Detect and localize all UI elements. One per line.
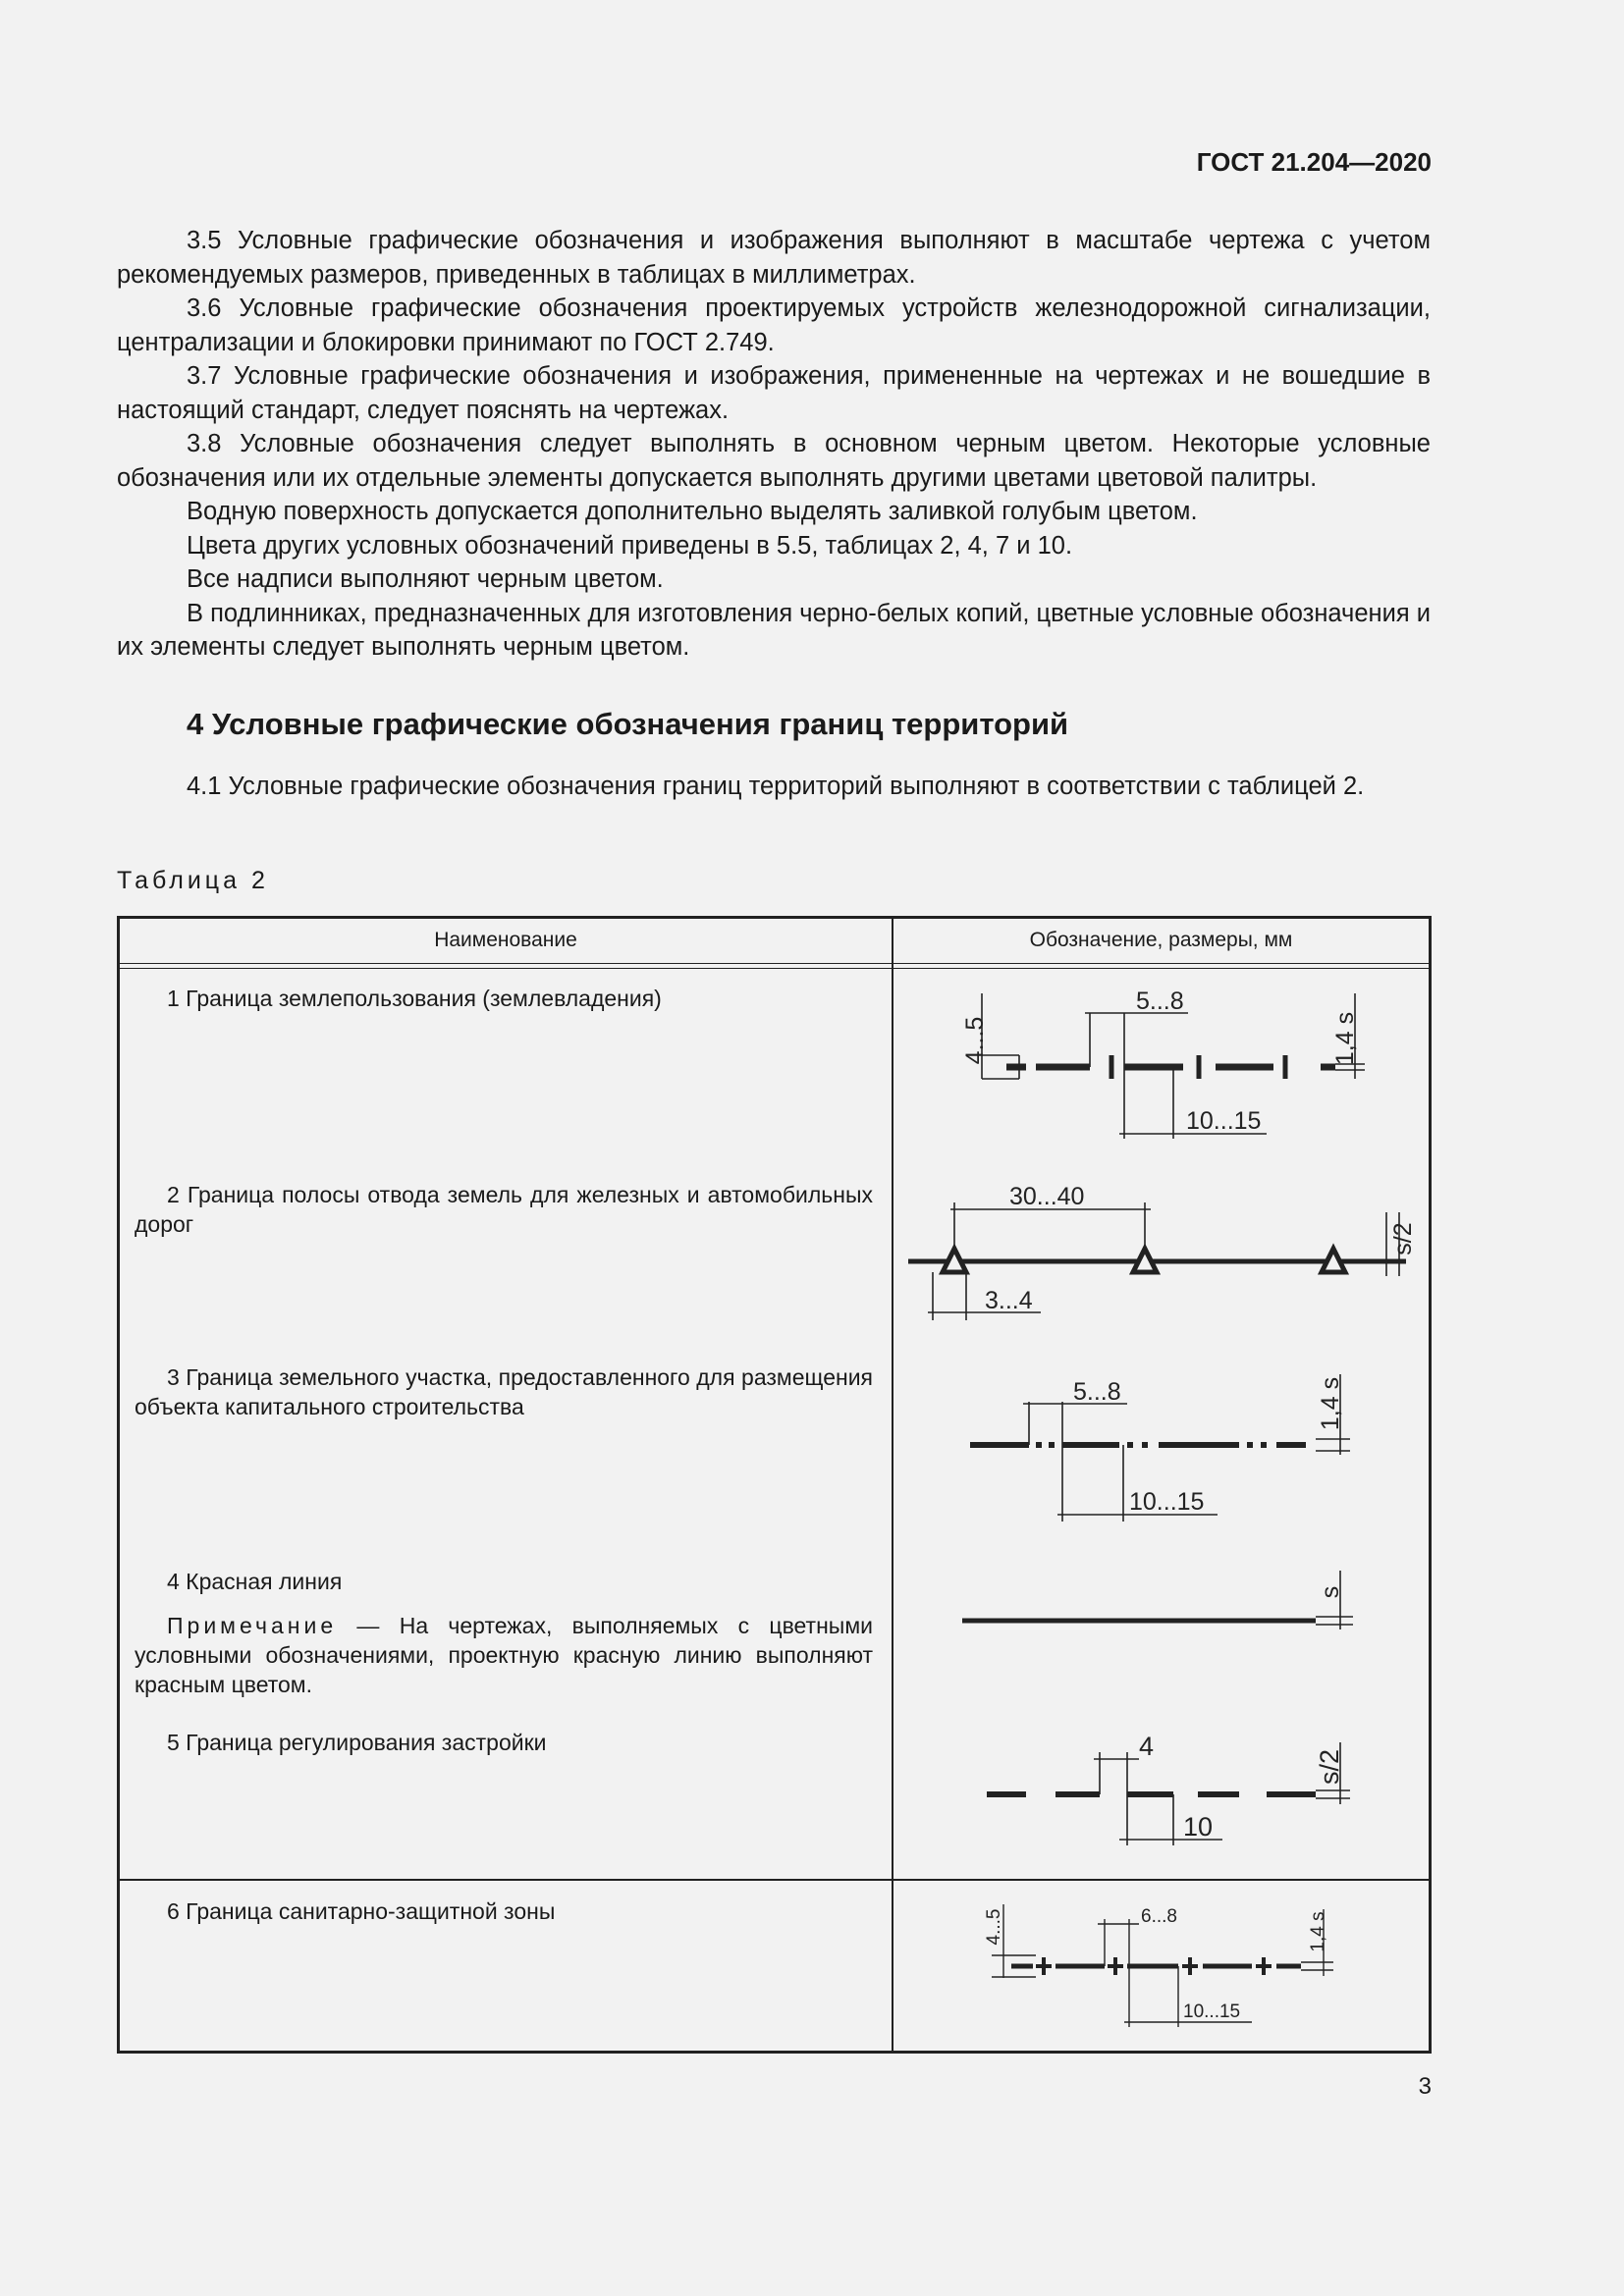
table-row-4-note: Примечание — На чертежах, выполняемых с цветными условными обозначениями, проектную красную линию выполняют красным цветом. <box>135 1613 873 1697</box>
table-caption: Таблица 2 <box>117 867 269 894</box>
table-row-4-name: 4 Красная линия Примечание — На чертежах, выполняемых с цветными условными обозначениями, проектную красную линию выполняют красным цветом. <box>135 1569 873 1697</box>
table-row-1-name: 1 Граница землепользования (землевладения) <box>167 986 662 1011</box>
dim-r1-dash: 10...15 <box>1186 1107 1262 1135</box>
paragraph-water: Водную поверхность допускается дополнительно выделять заливкой голубым цветом. <box>187 498 1198 525</box>
dim-r5-gap: 4 <box>1139 1732 1155 1761</box>
dim-r4-thick: s <box>1317 1585 1344 1599</box>
dim-r6-thick: 1,4 s <box>1308 1911 1328 1952</box>
dim-r1-height: 4...5 <box>961 1016 989 1065</box>
page-number: 3 <box>1418 2073 1432 2100</box>
dim-r3-dash: 10...15 <box>1129 1488 1205 1516</box>
column-divider <box>892 919 893 2051</box>
paragraph-3-6: 3.6 Условные графические обозначения проектируемых устройств железнодорожной сигнализации, централизации и блокировки принимают по ГОСТ 2.749. <box>117 294 1431 356</box>
dim-r1-gap: 5...8 <box>1136 988 1184 1015</box>
dim-r5-thick: s/2 <box>1315 1748 1344 1786</box>
dim-r6-height: 4...5 <box>984 1908 1004 1946</box>
table-row-3-name: 3 Граница земельного участка, предоставленного для размещения объекта капитального строительства <box>135 1364 873 1419</box>
table-row-5-name: 5 Граница регулирования застройки <box>167 1730 547 1755</box>
table-row-2-name: 2 Граница полосы отвода земель для железных и автомобильных дорог <box>135 1182 873 1237</box>
dim-r5-dash: 10 <box>1183 1812 1214 1842</box>
table-row-6-name: 6 Граница санитарно-защитной зоны <box>167 1898 556 1924</box>
dim-r3-gap: 5...8 <box>1073 1378 1121 1406</box>
paragraph-colors: Цвета других условных обозначений приведены в 5.5, таблицах 2, 4, 7 и 10. <box>187 531 1073 560</box>
document-header: ГОСТ 21.204—2020 <box>1196 147 1432 177</box>
dim-r2-tri: 3...4 <box>985 1287 1033 1314</box>
section-title: 4 Условные графические обозначения границ территорий <box>187 707 1069 741</box>
dim-r6-gap: 6...8 <box>1141 1906 1177 1927</box>
dim-r2-thick: s/2 <box>1389 1222 1417 1255</box>
dim-r3-thick: 1,4 s <box>1317 1376 1344 1431</box>
symbols-table <box>117 916 1432 2054</box>
paragraph-labels: Все надписи выполняют черным цветом. <box>187 565 664 593</box>
paragraph-3-7: 3.7 Условные графические обозначения и изображения, примененные на чертежах и не вошедшие в настоящий стандарт, следует пояснять на чертежах. <box>117 362 1431 424</box>
paragraph-originals: В подлинниках, предназначенных для изготовления черно-белых копий, цветные условные обозначения и их элементы следует выполнять черным цветом. <box>117 599 1431 661</box>
dim-r6-dash: 10...15 <box>1183 2002 1241 2022</box>
paragraph-4-1: 4.1 Условные графические обозначения границ территорий выполняют в соответствии с таблицей 2. <box>187 773 1365 800</box>
header-rule <box>120 963 1429 964</box>
paragraph-3-8: 3.8 Условные обозначения следует выполнять в основном черным цветом. Некоторые условные обозначения или их отдельные элементы допускается выполнять другими цветами цветовой палитры. <box>117 430 1431 492</box>
dim-r2-spacing: 30...40 <box>1009 1183 1085 1210</box>
intro-paragraphs <box>117 224 1431 665</box>
dim-r1-thick: 1,4 s <box>1331 1011 1359 1066</box>
row-divider <box>120 1879 1429 1881</box>
column-header-name: Наименование <box>434 929 577 951</box>
header-rule-double <box>120 968 1429 969</box>
column-header-symbol: Обозначение, размеры, мм <box>1029 929 1293 951</box>
paragraph-3-5: 3.5 Условные графические обозначения и изображения выполняют в масштабе чертежа с учетом рекомендуемых размеров, приведенных в таблицах в миллиметрах. <box>117 227 1431 289</box>
